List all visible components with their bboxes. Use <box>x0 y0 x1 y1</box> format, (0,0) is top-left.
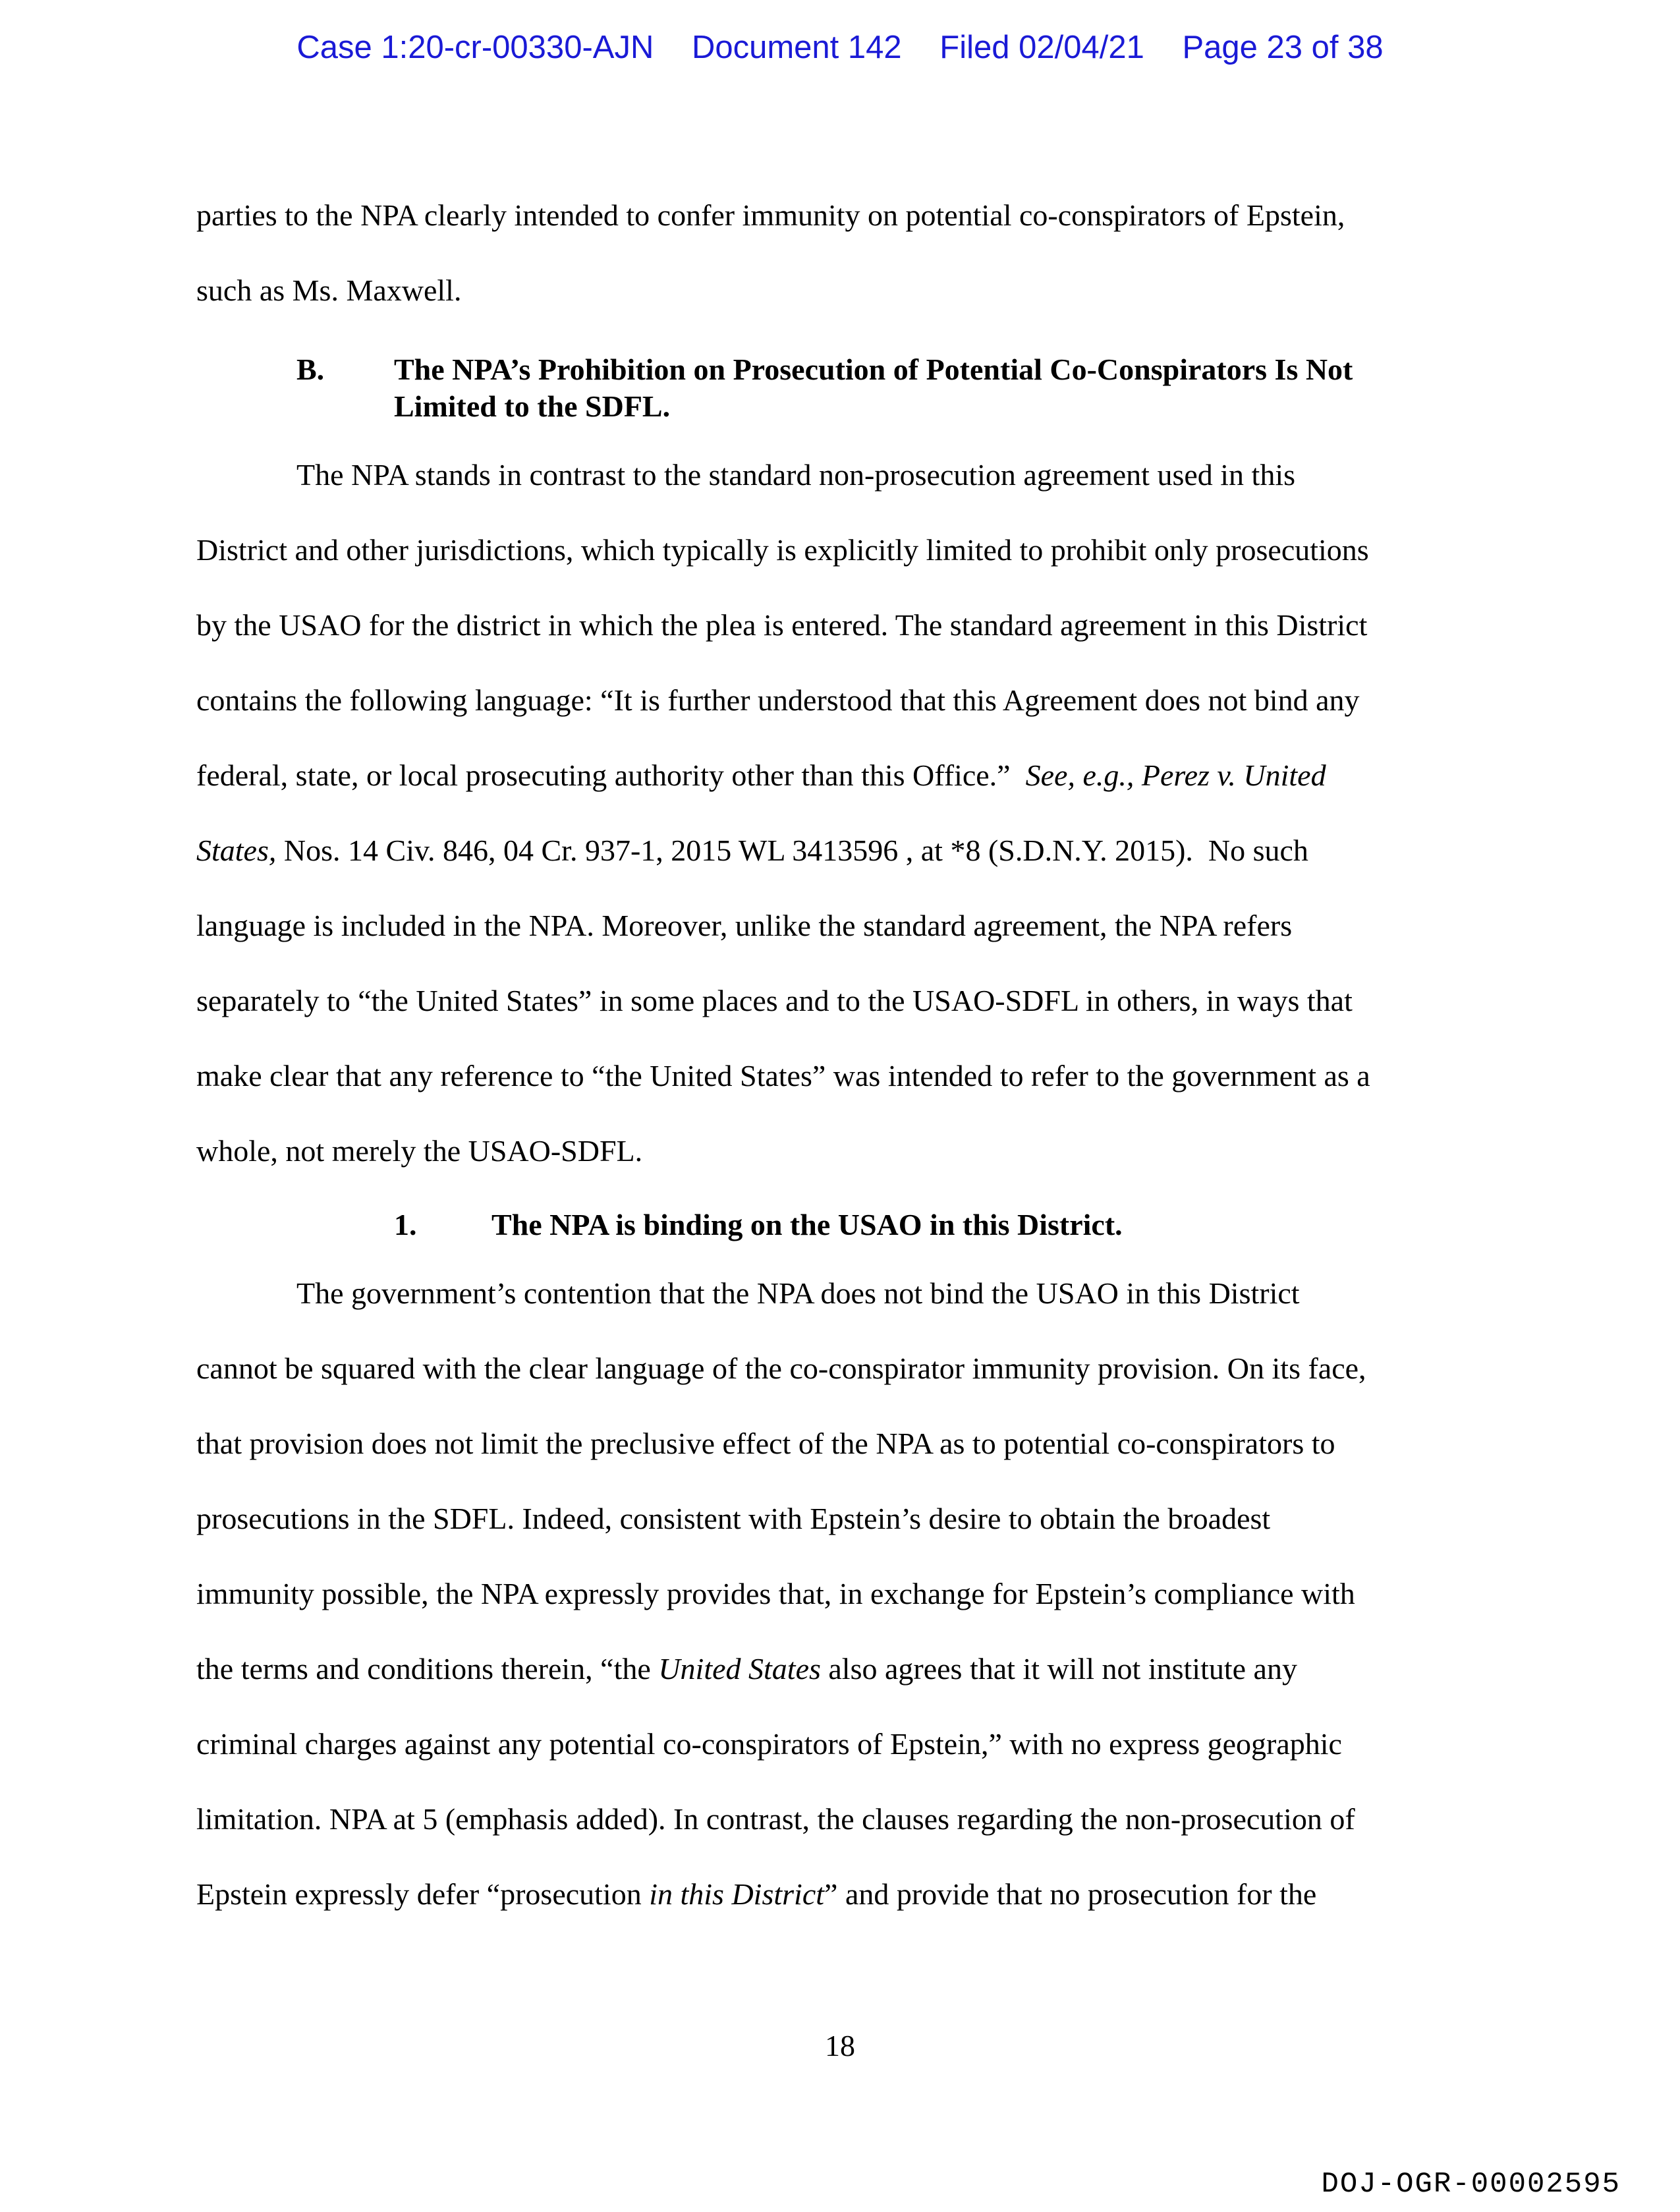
text-run: Nos. 14 Civ. 846, 04 Cr. 937-1, 2015 WL 3413596 , at *8 (S.D.N.Y. 2015). No such <box>276 834 1308 867</box>
body-line: whole, not merely the USAO-SDFL. <box>196 1134 643 1168</box>
filed-date: Filed 02/04/21 <box>939 30 1144 65</box>
body-line: The NPA stands in contrast to the standard non-prosecution agreement used in this <box>296 458 1296 492</box>
body-line: such as Ms. Maxwell. <box>196 273 462 307</box>
citation-italic: States, <box>196 834 277 867</box>
body-line: make clear that any reference to “the United States” was intended to refer to the government as a <box>196 1059 1370 1092</box>
text-run: also agrees that it will not institute any <box>820 1652 1297 1686</box>
text-run: ” and provide that no prosecution for the <box>824 1877 1317 1911</box>
heading-b-line1: The NPA’s Prohibition on Prosecution of Potential Co-Conspirators Is Not <box>394 353 1353 386</box>
body-line: contains the following language: “It is further understood that this Agreement does not bind any <box>196 683 1360 717</box>
body-line <box>196 1654 1297 1684</box>
text-run: federal, state, or local prosecuting authority other than this Office.” <box>196 758 1026 792</box>
emphasis-italic: in this District <box>649 1877 825 1911</box>
body-line: District and other jurisdictions, which typically is explicitly limited to prohibit only prosecutions <box>196 533 1369 567</box>
body-line: immunity possible, the NPA expressly provides that, in exchange for Epstein’s compliance with <box>196 1577 1355 1610</box>
text-run: Epstein expressly defer “prosecution <box>196 1877 650 1911</box>
case-number: Case 1:20-cr-00330-AJN <box>296 30 654 65</box>
heading-b-label: B. <box>296 353 325 386</box>
document-number: Document 142 <box>691 30 902 65</box>
ecf-header <box>0 29 1680 66</box>
page-indicator: Page 23 of 38 <box>1182 30 1384 65</box>
body-line: that provision does not limit the preclusive effect of the NPA as to potential co-conspirators to <box>196 1427 1335 1460</box>
body-line: The government’s contention that the NPA does not bind the USAO in this District <box>296 1276 1300 1310</box>
body-line: by the USAO for the district in which the plea is entered. The standard agreement in this District <box>196 608 1368 642</box>
citation-italic: See, e.g., Perez v. United <box>1025 758 1326 792</box>
body-line: parties to the NPA clearly intended to confer immunity on potential co-conspirators of Epstein, <box>196 198 1345 232</box>
emphasis-italic: United States <box>658 1652 821 1686</box>
bates-number: DOJ-OGR-00002595 <box>1321 2168 1621 2201</box>
heading-1-label: 1. <box>394 1208 417 1241</box>
body-line: separately to “the United States” in some places and to the USAO-SDFL in others, in ways that <box>196 984 1353 1017</box>
heading-1-text: The NPA is binding on the USAO in this District. <box>491 1208 1123 1241</box>
body-line: cannot be squared with the clear language of the co-conspirator immunity provision. On its face, <box>196 1351 1366 1385</box>
heading-b-line2: Limited to the SDFL. <box>394 389 671 423</box>
body-line <box>196 760 1326 791</box>
page-number: 18 <box>825 2029 855 2062</box>
body-line <box>196 836 1308 866</box>
body-line <box>196 1879 1316 1910</box>
text-run: the terms and conditions therein, “the <box>196 1652 659 1686</box>
body-line: limitation. NPA at 5 (emphasis added). In contrast, the clauses regarding the non-prosecution of <box>196 1802 1355 1836</box>
body-line: prosecutions in the SDFL. Indeed, consistent with Epstein’s desire to obtain the broadest <box>196 1502 1271 1535</box>
body-line: criminal charges against any potential co-conspirators of Epstein,” with no express geographic <box>196 1727 1342 1761</box>
body-line: language is included in the NPA. Moreover, unlike the standard agreement, the NPA refers <box>196 909 1293 942</box>
